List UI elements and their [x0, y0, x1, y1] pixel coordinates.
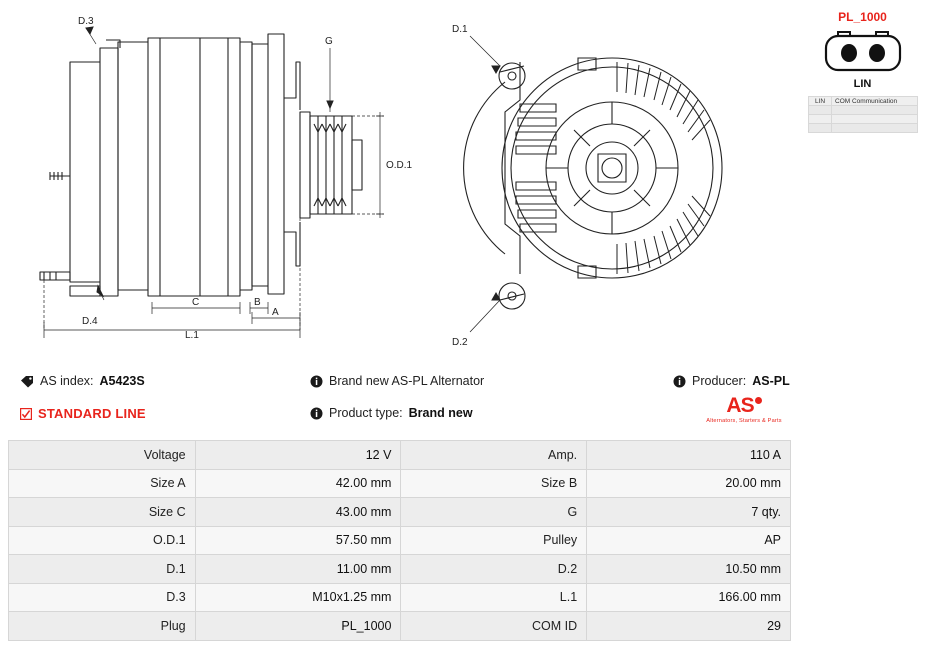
table-row: [809, 106, 918, 115]
pin-desc: [832, 124, 918, 133]
label-od1: O.D.1: [386, 160, 413, 171]
spec-value: 29: [587, 612, 791, 641]
aspl-logo-text: AS: [726, 394, 754, 417]
table-row: [9, 555, 791, 584]
spec-key: O.D.1: [9, 526, 196, 555]
label-g: G: [325, 36, 333, 47]
spec-value: 20.00 mm: [587, 469, 791, 498]
spec-value: M10x1.25 mm: [195, 583, 401, 612]
producer-value: AS-PL: [752, 374, 790, 388]
table-row: [9, 498, 791, 527]
as-index-value: A5423S: [99, 374, 145, 388]
table-row: [9, 526, 791, 555]
info-icon: [310, 407, 323, 420]
description-label: Brand new AS-PL Alternator: [329, 374, 485, 388]
spec-value: 43.00 mm: [195, 498, 401, 527]
spec-value: 42.00 mm: [195, 469, 401, 498]
table-row: [9, 469, 791, 498]
right-rail: [800, 0, 925, 648]
checkbox-icon: [20, 408, 32, 420]
label-d3: D.3: [78, 16, 94, 27]
spec-value: 10.50 mm: [587, 555, 791, 584]
standard-line-row: [20, 406, 146, 421]
as-index-label: AS index:: [40, 374, 94, 388]
standard-line-label: STANDARD LINE: [38, 406, 146, 421]
technical-drawings: [0, 0, 800, 360]
spec-key: D.3: [9, 583, 196, 612]
specs-table: [8, 440, 791, 641]
table-row: [9, 441, 791, 470]
spec-value: 7 qty.: [587, 498, 791, 527]
product-type-row: [310, 406, 473, 420]
plug-title: PL_1000: [838, 10, 887, 24]
aspl-logo-mark: [726, 396, 761, 416]
spec-key: L.1: [401, 583, 587, 612]
pin-desc: [832, 106, 918, 115]
table-row: [9, 583, 791, 612]
spec-value: 110 A: [587, 441, 791, 470]
spec-key: Size B: [401, 469, 587, 498]
aspl-logo-subtitle: Alternators, Starters & Parts: [706, 418, 782, 424]
aspl-logo-dot: [755, 397, 762, 404]
spec-key: Amp.: [401, 441, 587, 470]
spec-value: 57.50 mm: [195, 526, 401, 555]
pin-desc: COM Communication: [832, 97, 918, 106]
spec-value: 166.00 mm: [587, 583, 791, 612]
label-a: A: [272, 307, 279, 318]
pin-id: LIN: [809, 97, 832, 106]
product-type-label: Product type:: [329, 406, 403, 420]
plug-pin-table: [808, 96, 918, 133]
spec-value: 11.00 mm: [195, 555, 401, 584]
plug-name: LIN: [853, 78, 872, 90]
description-row: [310, 374, 484, 388]
spec-key: Voltage: [9, 441, 196, 470]
producer-row: [673, 374, 790, 388]
table-row: [809, 115, 918, 124]
label-b: B: [254, 297, 261, 308]
info-icon: [673, 375, 686, 388]
label-d4: D.4: [82, 316, 98, 327]
pin-id: [809, 124, 832, 133]
spec-key: Size A: [9, 469, 196, 498]
spec-value: 12 V: [195, 441, 401, 470]
label-l1: L.1: [185, 330, 199, 341]
product-info: [10, 368, 800, 430]
tag-icon: [20, 375, 34, 388]
spec-key: Plug: [9, 612, 196, 641]
pin-desc: [832, 115, 918, 124]
spec-value: AP: [587, 526, 791, 555]
info-icon: [310, 375, 323, 388]
spec-key: Pulley: [401, 526, 587, 555]
plug-diagram: [818, 30, 908, 78]
label-d2: D.2: [452, 337, 468, 348]
spec-key: G: [401, 498, 587, 527]
pin-id: [809, 106, 832, 115]
spec-key: Size C: [9, 498, 196, 527]
as-index-row: [20, 374, 145, 388]
table-row: [9, 612, 791, 641]
label-c: C: [192, 297, 200, 308]
label-d1: D.1: [452, 24, 468, 35]
drawing-svg: [0, 0, 800, 360]
table-row: [809, 97, 918, 106]
aspl-logo: [698, 396, 790, 430]
table-row: [809, 124, 918, 133]
producer-label: Producer:: [692, 374, 747, 388]
pin-id: [809, 115, 832, 124]
spec-key: D.2: [401, 555, 587, 584]
spec-key: D.1: [9, 555, 196, 584]
spec-value: PL_1000: [195, 612, 401, 641]
product-type-value: Brand new: [408, 406, 473, 420]
spec-key: COM ID: [401, 612, 587, 641]
